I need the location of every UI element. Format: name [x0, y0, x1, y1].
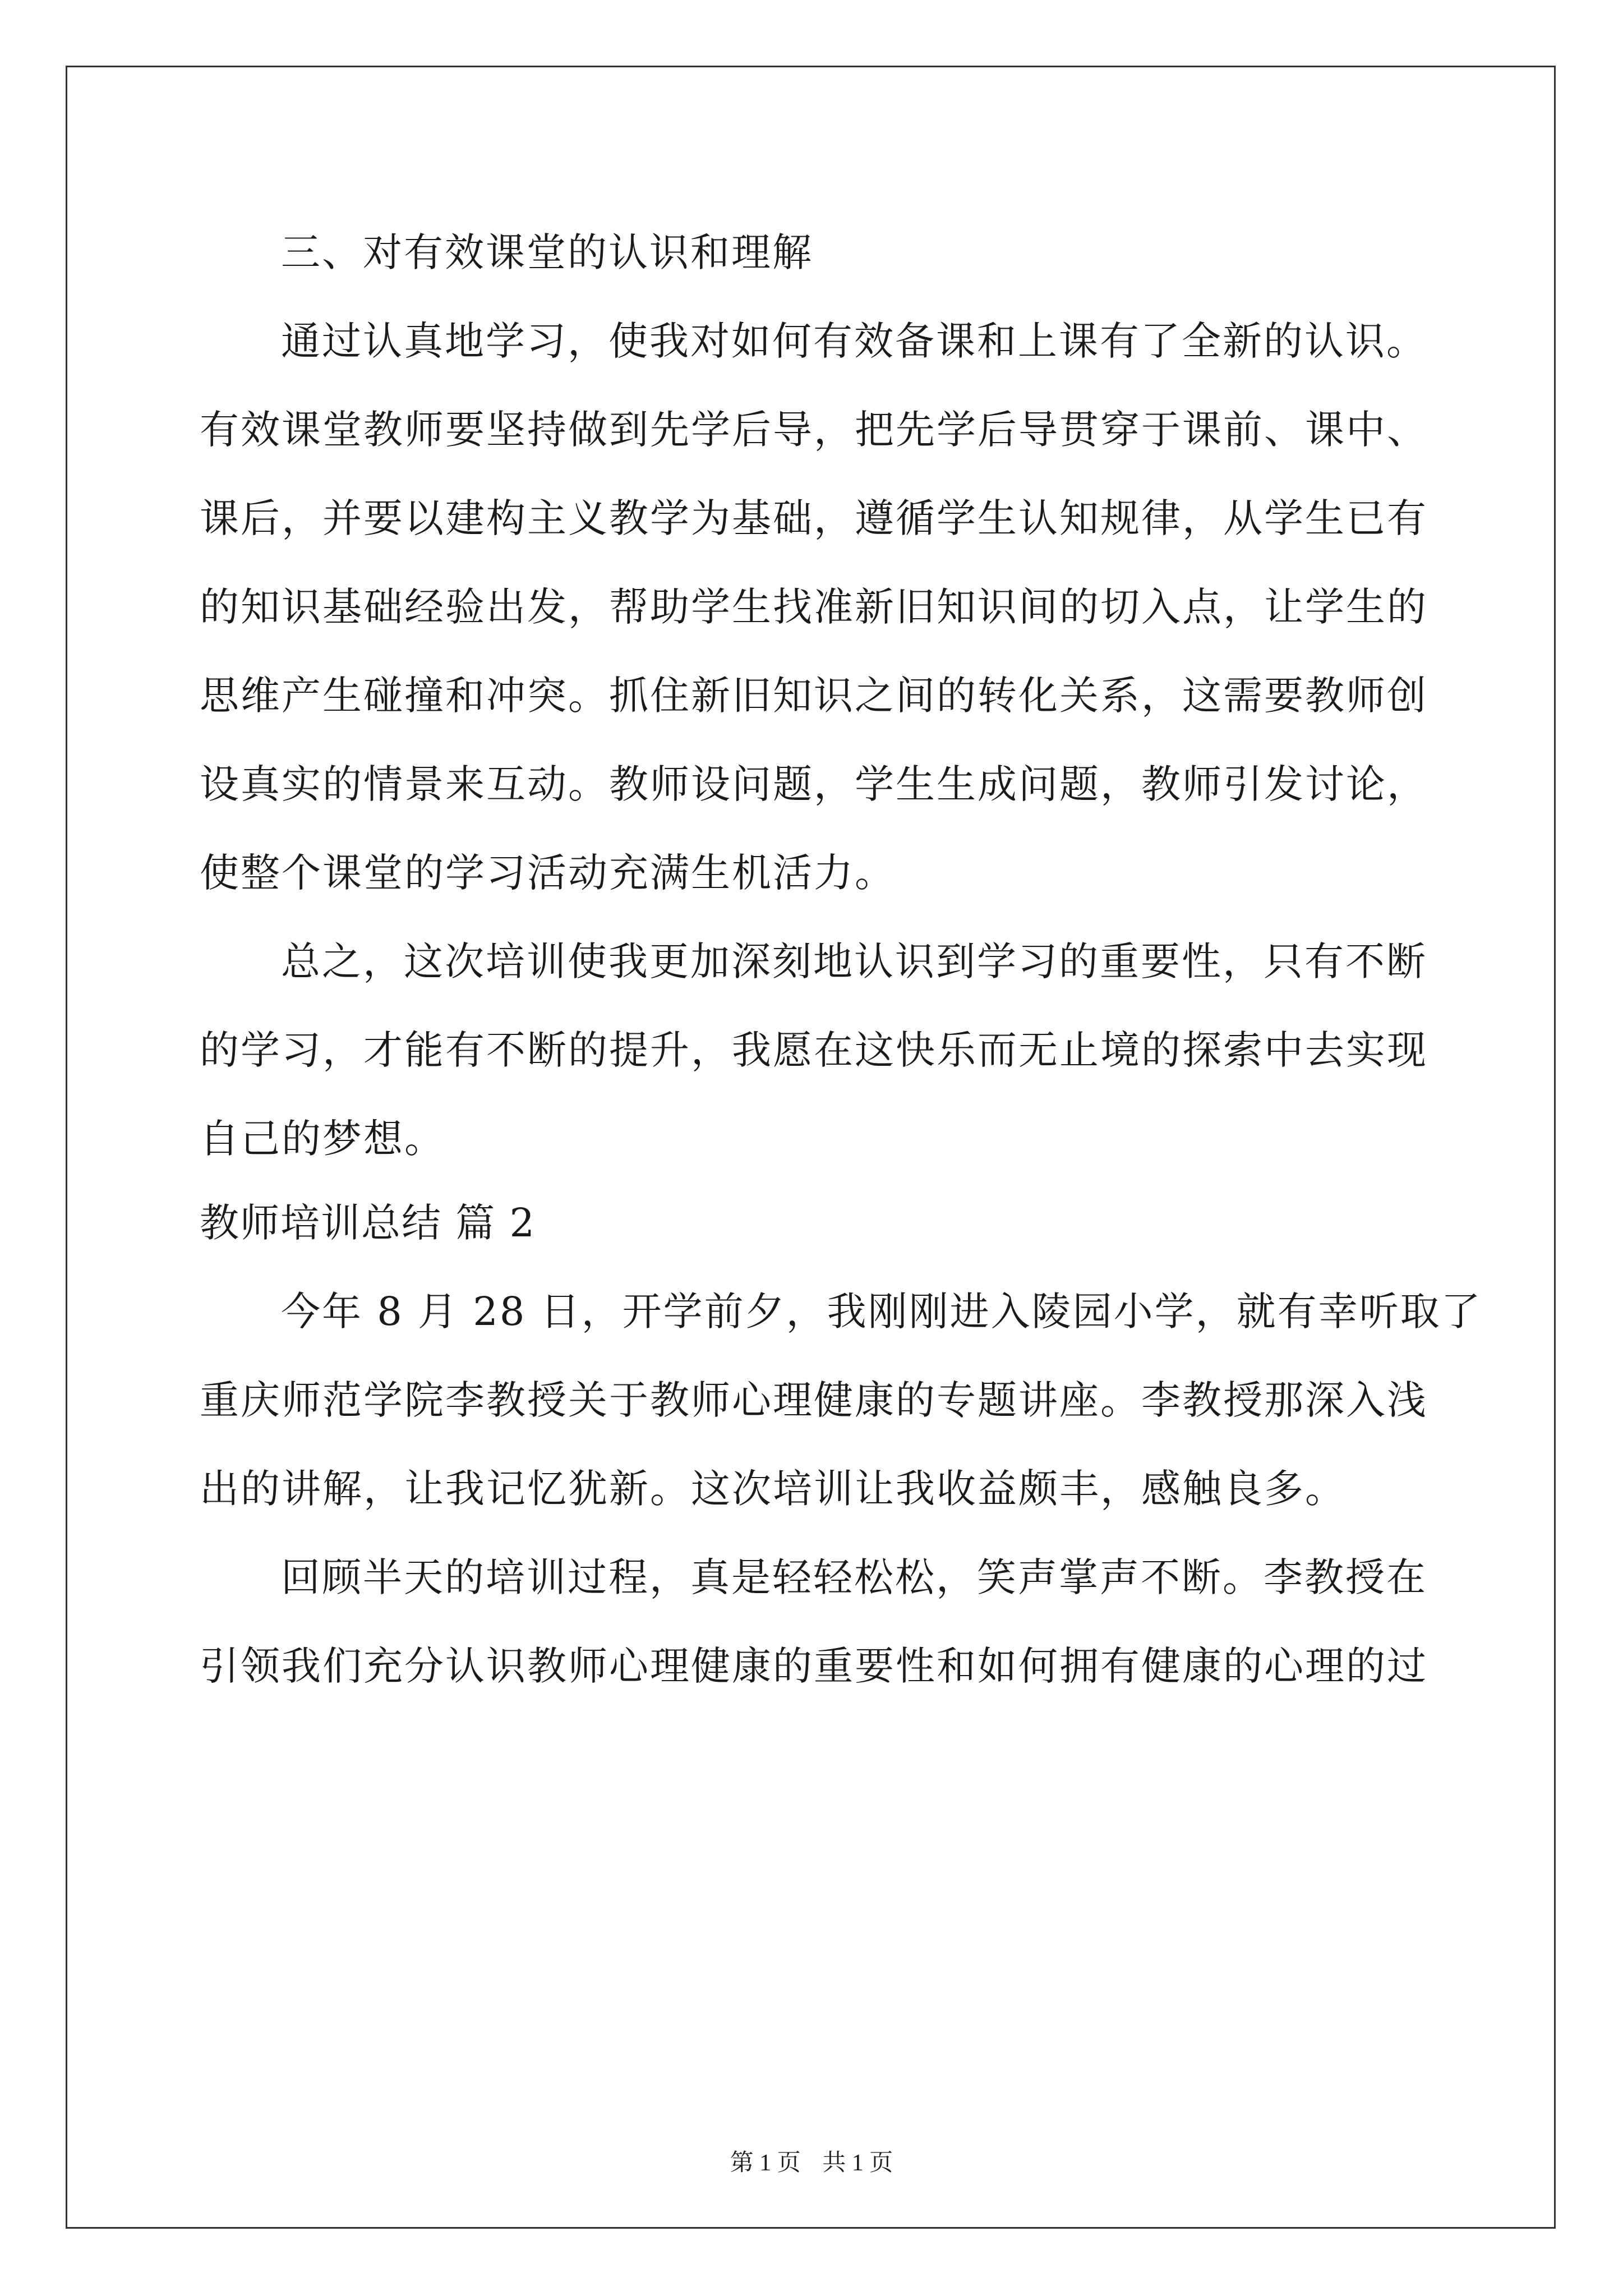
paragraph-line: 的知识基础经验出发，帮助学生找准新旧知识间的切入点，让学生的: [200, 584, 1428, 630]
paragraph-line: 使整个课堂的学习活动充满生机活力。: [200, 850, 896, 896]
article-subtitle: 教师培训总结 篇 2: [200, 1200, 536, 1246]
paragraph-line: 通过认真地学习，使我对如何有效备课和上课有了全新的认识。: [281, 318, 1427, 364]
page-footer: [0, 2146, 1623, 2180]
paragraph-line: 总之，这次培训使我更加深刻地认识到学习的重要性，只有不断: [281, 938, 1427, 984]
paragraph-line: 的学习，才能有不断的提升，我愿在这快乐而无止境的探索中去实现: [200, 1027, 1428, 1073]
paragraph-line: 思维产生碰撞和冲突。抓住新旧知识之间的转化关系，这需要教师创: [200, 673, 1428, 719]
paragraph-line: 有效课堂教师要坚持做到先学后导，把先学后导贯穿于课前、课中、: [200, 407, 1428, 453]
paragraph-line: 设真实的情景来互动。教师设问题，学生生成问题，教师引发讨论，: [200, 761, 1428, 807]
paragraph-line: 引领我们充分认识教师心理健康的重要性和如何拥有健康的心理的过: [200, 1643, 1428, 1689]
page-total: 共 1 页: [822, 2150, 893, 2176]
page-number: 第 1 页: [730, 2150, 801, 2176]
paragraph-line: 重庆师范学院李教授关于教师心理健康的专题讲座。李教授那深入浅: [200, 1377, 1428, 1423]
paragraph-line: 今年 8 月 28 日，开学前夕，我刚刚进入陵园小学，就有幸听取了: [281, 1289, 1482, 1335]
section-heading: 三、对有效课堂的认识和理解: [281, 229, 813, 275]
paragraph-line: 出的讲解，让我记忆犹新。这次培训让我收益颇丰，感触良多。: [200, 1466, 1346, 1512]
paragraph-line: 课后，并要以建构主义教学为基础，遵循学生认知规律，从学生已有: [200, 495, 1428, 541]
paragraph-line: 回顾半天的培训过程，真是轻轻松松，笑声掌声不断。李教授在: [281, 1554, 1427, 1600]
paragraph-line: 自己的梦想。: [200, 1116, 445, 1162]
